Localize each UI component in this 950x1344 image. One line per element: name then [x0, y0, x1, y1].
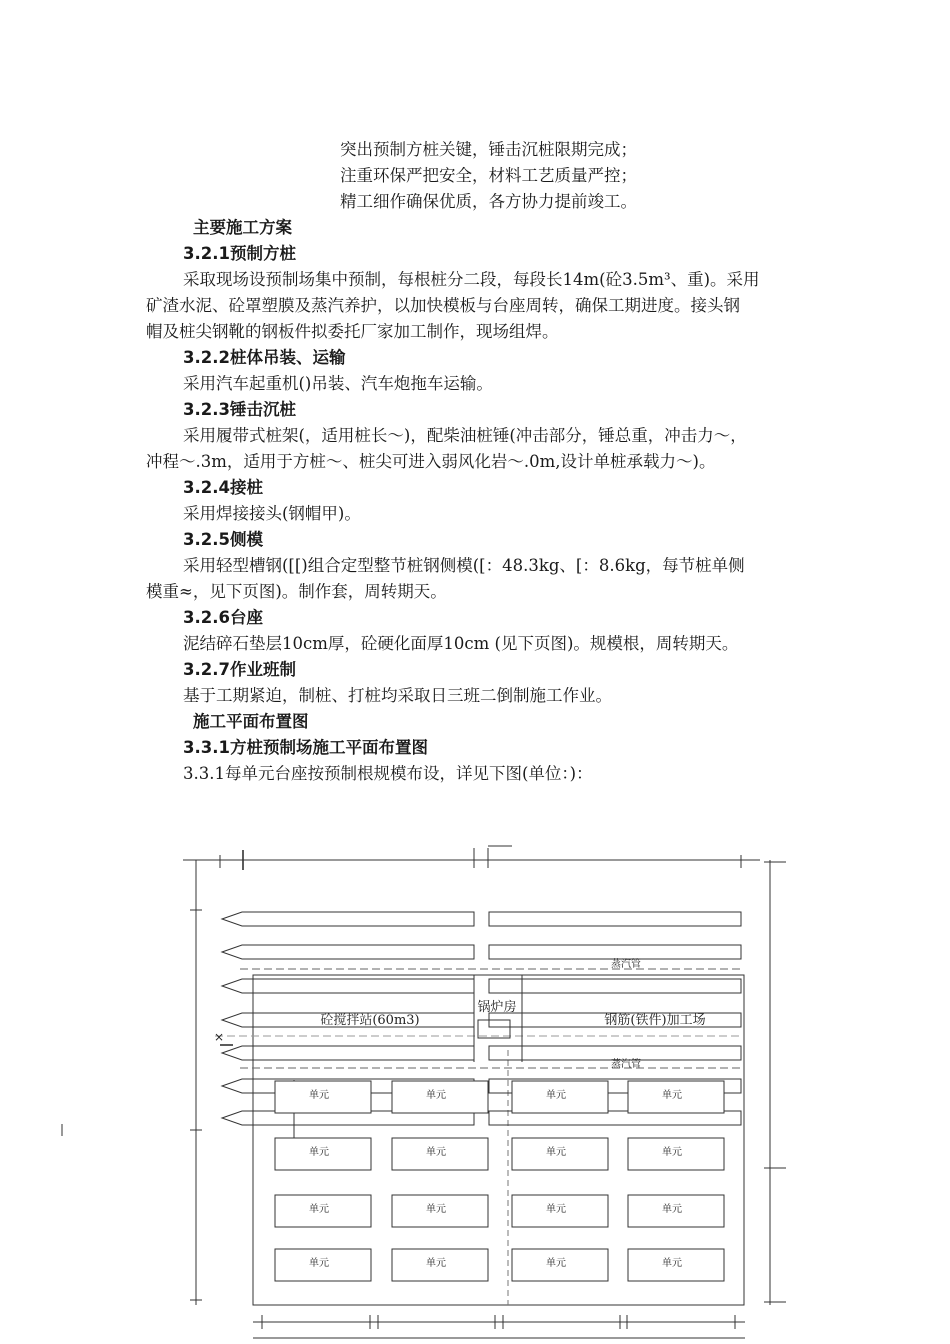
pile-row — [222, 1046, 474, 1060]
heading-3-2-3: 3.2.3锤击沉桩 — [183, 400, 296, 419]
heading-3-2-7: 3.2.7作业班制 — [183, 660, 296, 679]
unit-label: 单元 — [426, 1147, 446, 1158]
unit-label: 单元 — [546, 1258, 566, 1269]
section-heading-layout: 施工平面布置图 — [193, 712, 309, 731]
paragraph-line: 冲程～.3m，适用于方桩～、桩尖可进入弱风化岩～.0m,设计单桩承载力～)。 — [146, 452, 716, 471]
boiler-room-label: 锅炉房 — [477, 1000, 517, 1015]
unit-label: 单元 — [662, 1147, 682, 1158]
pile-row — [222, 945, 474, 959]
heading-3-2-4: 3.2.4接桩 — [183, 478, 263, 497]
paragraph-line: 模重≈，见下页图)。制作套，周转期天。 — [146, 582, 447, 601]
heading-3-2-6: 3.2.6台座 — [183, 608, 263, 627]
slogan-line-2: 注重环保严把安全，材料工艺质量严控； — [340, 166, 637, 185]
paragraph-line: 采用汽车起重机()吊装、汽车炮拖车运输。 — [183, 374, 493, 393]
unit-label: 单元 — [546, 1147, 566, 1158]
unit-label: 单元 — [426, 1258, 446, 1269]
paragraph-line: 3.3.1每单元台座按预制根规模布设，详见下图(单位：)： — [183, 764, 593, 783]
pile-row — [489, 912, 741, 926]
unit-label: 单元 — [546, 1090, 566, 1101]
heading-3-3-1: 3.3.1方桩预制场施工平面布置图 — [183, 738, 428, 757]
pile-row — [489, 979, 741, 993]
pile-row — [489, 1046, 741, 1060]
heading-3-2-2: 3.2.2桩体吊装、运输 — [183, 348, 346, 367]
pile-row — [222, 979, 474, 993]
unit-label: 单元 — [309, 1204, 329, 1215]
cross-mark: × — [213, 1030, 225, 1044]
unit-label: 单元 — [546, 1204, 566, 1215]
heading-3-2-1: 3.2.1预制方桩 — [183, 244, 296, 263]
unit-label: 单元 — [309, 1258, 329, 1269]
pile-row — [222, 912, 474, 926]
unit-label: 单元 — [309, 1090, 329, 1101]
slogan-line-1: 突出预制方桩关键，锤击沉桩限期完成； — [340, 140, 637, 159]
unit-label: 单元 — [662, 1204, 682, 1215]
paragraph-line: 采取现场设预制场集中预制，每根桩分二段，每段长14m(砼3.5m³、重)。采用 — [183, 270, 760, 289]
slogan-line-3: 精工细作确保优质，各方协力提前竣工。 — [340, 192, 637, 211]
boiler-box — [478, 1020, 510, 1038]
section-heading-main: 主要施工方案 — [193, 218, 292, 237]
steam-pipe-label: 蒸汽管 — [611, 959, 641, 970]
paragraph-line: 泥结碎石垫层10cm厚，砼硬化面厚10cm (见下页图)。规模根，周转期天。 — [183, 634, 739, 653]
paragraph-line: 矿渣水泥、砼罩塑膜及蒸汽养护，以加快模板与台座周转，确保工期进度。接头钢 — [146, 296, 740, 315]
unit-label: 单元 — [426, 1090, 446, 1101]
mixing-station-label: 砼搅拌站(60m3) — [320, 1013, 420, 1028]
rebar-shop-label: 钢筋(铁件)加工场 — [604, 1013, 706, 1028]
paragraph-line: 帽及桩尖钢靴的钢板件拟委托厂家加工制作，现场组焊。 — [146, 322, 559, 341]
paragraph-line: 基于工期紧迫，制桩、打桩均采取日三班二倒制施工作业。 — [183, 686, 612, 705]
paragraph-line: 采用履带式桩架(，适用桩长～)，配柴油桩锤(冲击部分，锤总重，冲击力～， — [183, 426, 747, 445]
paragraph-line: 采用焊接接头(钢帽甲)。 — [183, 504, 361, 523]
heading-3-2-5: 3.2.5侧模 — [183, 530, 263, 549]
unit-label: 单元 — [426, 1204, 446, 1215]
unit-label: 单元 — [662, 1090, 682, 1101]
pile-row — [489, 945, 741, 959]
steam-pipe-label: 蒸汽管 — [611, 1059, 641, 1070]
unit-label: 单元 — [662, 1258, 682, 1269]
unit-label: 单元 — [309, 1147, 329, 1158]
paragraph-line: 采用轻型槽钢([[)组合定型整节桩钢侧模([：48.3kg、[：8.6kg，每节桩单侧 — [183, 556, 745, 575]
